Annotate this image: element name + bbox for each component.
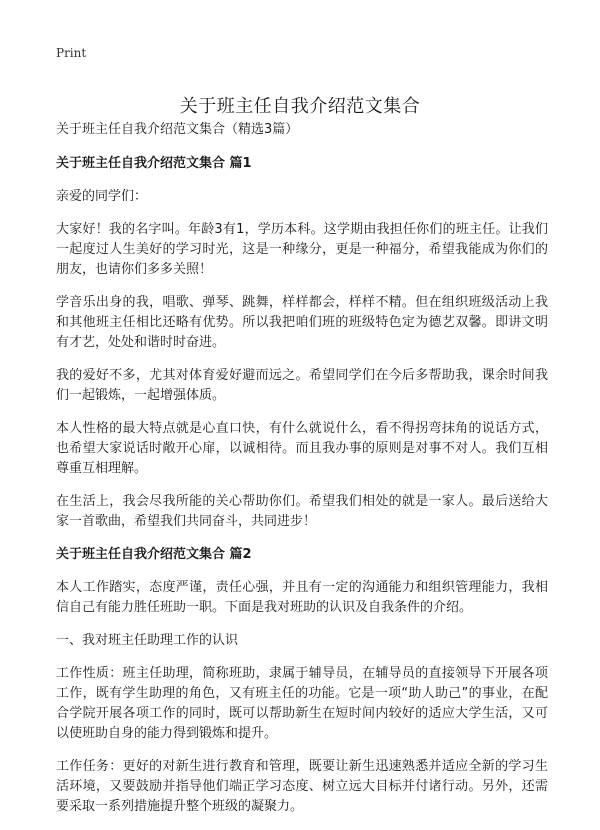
paragraph: 本人性格的最大特点就是心直口快，有什么就说什么，看不得拐弯抹角的说话方式，也希望大家说话时敞开心扉，以诚相待。而且我办事的原则是对事不对人。我们互相尊重互相理解。 bbox=[56, 421, 548, 476]
piece-2-heading: 关于班主任自我介绍范文集合 篇2 bbox=[56, 547, 252, 562]
page-title: 关于班主任自我介绍范文集合 bbox=[179, 96, 421, 118]
paragraph: 工作任务：更好的对新生进行教育和管理，既要让新生迅速熟悉并适应全新的学习生活环境，又要鼓励并指导他们端正学习态度、树立远大目标并付诸行动。另外，还需要采取一系列措施提升整个班级的凝聚力。 bbox=[56, 759, 548, 814]
piece-1-heading: 关于班主任自我介绍范文集合 篇1 bbox=[56, 156, 252, 171]
paragraph: 我的爱好不多，尤其对体育爱好避而远之。希望同学们在今后多帮助我，课余时间我们一起锻炼，一起增强体质。 bbox=[56, 368, 548, 403]
paragraph: 本人工作踏实，态度严谨，责任心强，并且有一定的沟通能力和组织管理能力，我相信自己有能力胜任班助一职。下面是我对班助的认识及自我条件的介绍。 bbox=[56, 580, 548, 615]
paragraph: 大家好！我的名字叫。年龄3有1，学历本科。这学期由我担任你们的班主任。让我们一起度过人生美好的学习时光，这是一种缘分，更是一种福分，希望我能成为你们的朋友，也请你们多多关照！ bbox=[56, 222, 548, 277]
greeting: 亲爱的同学们： bbox=[56, 189, 148, 204]
paragraph: 工作性质：班主任助理，简称班助，隶属于辅导员，在辅导员的直接领导下开展各项工作，既有学生助理的角色，又有班主任的功能。它是一项“助人助己”的事业，在配合学院开展各项工作的同时，既可以帮助新生在短时间内较好的适应大学生活，又可以使班助自身的能力得到锻炼和提升。 bbox=[56, 666, 548, 741]
paragraph: 在生活上，我会尽我所能的关心帮助你们。希望我们相处的就是一家人。最后送给大家一首歌曲，希望我们共同奋斗，共同进步！ bbox=[56, 494, 548, 529]
print-label: Print bbox=[56, 46, 87, 60]
paragraph: 学音乐出身的我，唱歌、弹琴、跳舞，样样都会，样样不精。但在组织班级活动上我和其他班主任相比还略有优势。所以我把咱们班的班级特色定为德艺双馨。即讲文明有才艺，处处和谐时时奋进。 bbox=[56, 295, 548, 350]
document-body bbox=[56, 120, 548, 830]
document-subtitle: 关于班主任自我介绍范文集合（精选3篇） bbox=[56, 122, 299, 137]
section-title: 一、我对班主任助理工作的认识 bbox=[56, 633, 239, 648]
